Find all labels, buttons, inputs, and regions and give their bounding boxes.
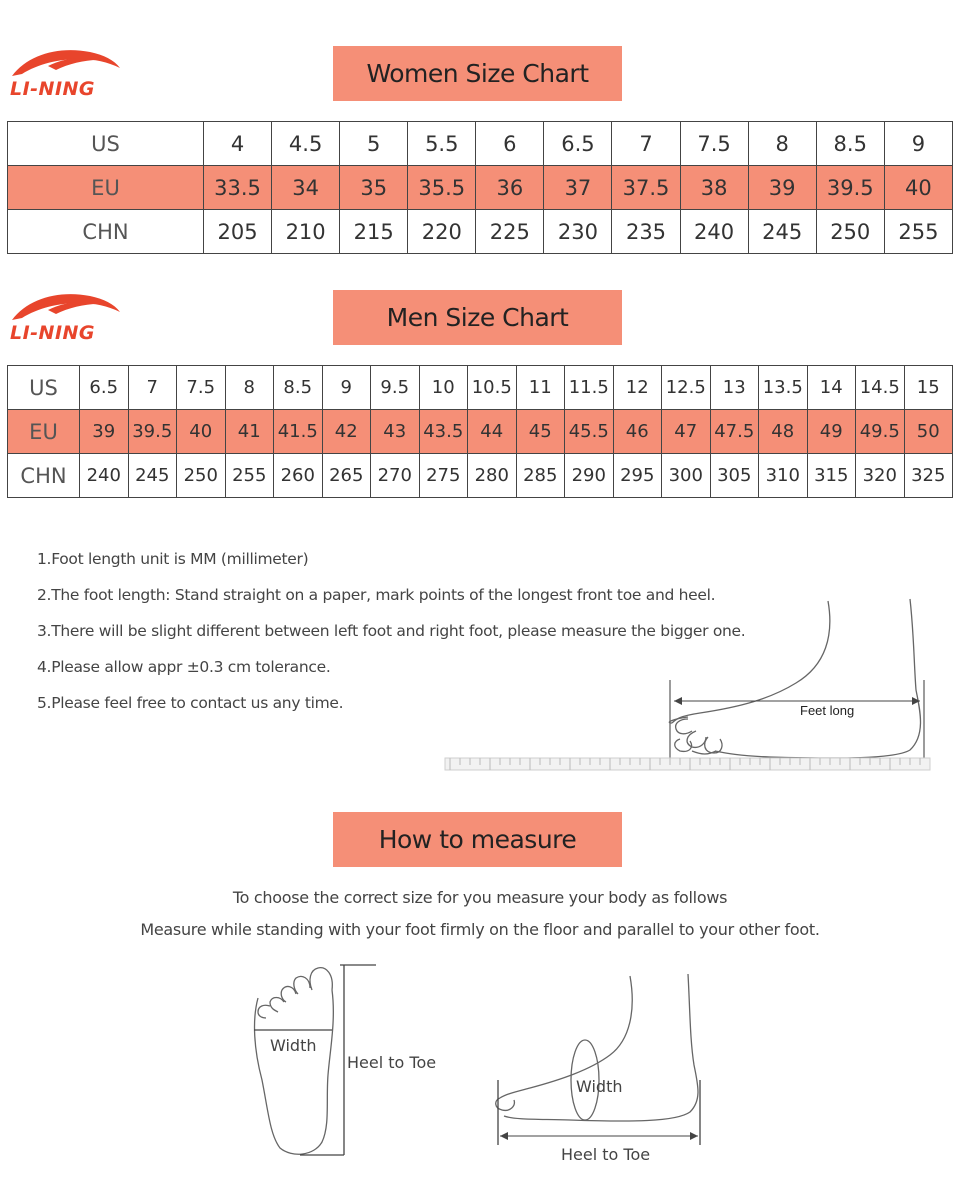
women-chn-cell: 215: [340, 210, 408, 254]
men-us-cell: 15: [904, 366, 953, 410]
men-us-cell: 12: [613, 366, 662, 410]
note-4: 4.Please allow appr ±0.3 cm tolerance.: [37, 658, 331, 676]
men-chn-cell: 245: [128, 454, 177, 498]
men-chn-cell: 300: [662, 454, 711, 498]
women-us-cell: 8.5: [816, 122, 884, 166]
note-3: 3.There will be slight different between left foot and right foot, please measure the bigger one.: [37, 622, 746, 640]
men-us-cell: 8.5: [274, 366, 323, 410]
women-eu-cell: 35: [340, 166, 408, 210]
men-chn-cell: 290: [565, 454, 614, 498]
men-chn-cell: 265: [322, 454, 371, 498]
brand-logo-women: [8, 44, 123, 104]
row-label-chn: CHN: [8, 210, 204, 254]
men-us-cell: 7: [128, 366, 177, 410]
men-eu-cell: 40: [177, 410, 226, 454]
women-us-cell: 6.5: [544, 122, 612, 166]
men-chn-cell: 280: [468, 454, 517, 498]
men-eu-cell: 41: [225, 410, 274, 454]
men-eu-cell: 39: [80, 410, 129, 454]
men-us-cell: 14.5: [856, 366, 905, 410]
women-eu-cell: 39: [748, 166, 816, 210]
women-eu-cell: 39.5: [816, 166, 884, 210]
table-row-chn: [8, 210, 953, 254]
men-us-cell: 8: [225, 366, 274, 410]
women-chn-cell: 230: [544, 210, 612, 254]
men-us-cell: 11: [516, 366, 565, 410]
women-chn-cell: 205: [204, 210, 272, 254]
women-eu-cell: 36: [476, 166, 544, 210]
row-label-us: US: [8, 122, 204, 166]
note-5: 5.Please feel free to contact us any time.: [37, 694, 344, 712]
men-eu-cell: 44: [468, 410, 517, 454]
men-eu-cell: 49.5: [856, 410, 905, 454]
sole-width-label: Width: [270, 1036, 317, 1055]
men-eu-cell: 48: [759, 410, 808, 454]
table-row-eu: [8, 166, 953, 210]
women-us-cell: 4: [204, 122, 272, 166]
table-row-us: [8, 122, 953, 166]
women-chn-cell: 220: [408, 210, 476, 254]
side-view-figure: [490, 970, 720, 1170]
note-2: 2.The foot length: Stand straight on a paper, mark points of the longest front toe and heel.: [37, 586, 716, 604]
men-chn-cell: 320: [856, 454, 905, 498]
men-eu-cell: 46: [613, 410, 662, 454]
men-us-cell: 13.5: [759, 366, 808, 410]
foot-side-icon: [490, 970, 720, 1170]
men-us-cell: 14: [807, 366, 856, 410]
men-eu-cell: 45.5: [565, 410, 614, 454]
swoosh-icon: [8, 288, 123, 324]
men-us-cell: 6.5: [80, 366, 129, 410]
men-chn-cell: 315: [807, 454, 856, 498]
women-eu-cell: 40: [884, 166, 952, 210]
men-chn-cell: 270: [371, 454, 420, 498]
men-us-cell: 12.5: [662, 366, 711, 410]
how-to-measure-title: How to measure: [333, 812, 622, 867]
men-chn-cell: 260: [274, 454, 323, 498]
men-us-cell: 10: [419, 366, 468, 410]
women-size-table: [7, 121, 953, 254]
women-chn-cell: 210: [272, 210, 340, 254]
women-eu-cell: 34: [272, 166, 340, 210]
instruction-line-2: Measure while standing with your foot firmly on the floor and parallel to your other foot.: [140, 920, 820, 939]
row-label-eu: EU: [8, 410, 80, 454]
men-chn-cell: 295: [613, 454, 662, 498]
men-chn-cell: 285: [516, 454, 565, 498]
men-eu-cell: 45: [516, 410, 565, 454]
side-width-label: Width: [576, 1077, 623, 1096]
women-us-cell: 9: [884, 122, 952, 166]
men-size-table: [7, 365, 953, 498]
sole-heel-to-toe-label: Heel to Toe: [347, 1053, 437, 1072]
women-chn-cell: 240: [680, 210, 748, 254]
men-eu-cell: 43: [371, 410, 420, 454]
women-us-cell: 7: [612, 122, 680, 166]
men-eu-cell: 43.5: [419, 410, 468, 454]
women-chn-cell: 225: [476, 210, 544, 254]
brand-logo-men: [8, 288, 123, 348]
women-eu-cell: 33.5: [204, 166, 272, 210]
men-eu-cell: 42: [322, 410, 371, 454]
men-us-cell: 13: [710, 366, 759, 410]
women-eu-cell: 35.5: [408, 166, 476, 210]
note-1: 1.Foot length unit is MM (millimeter): [37, 550, 309, 568]
row-label-chn: CHN: [8, 454, 80, 498]
foot-ruler-icon: [440, 595, 940, 785]
sole-view-figure: [240, 960, 460, 1160]
women-us-cell: 8: [748, 122, 816, 166]
women-chn-cell: 255: [884, 210, 952, 254]
men-eu-cell: 39.5: [128, 410, 177, 454]
men-chn-cell: 250: [177, 454, 226, 498]
men-eu-cell: 49: [807, 410, 856, 454]
men-chn-cell: 275: [419, 454, 468, 498]
men-chn-cell: 325: [904, 454, 953, 498]
table-row-chn: [8, 454, 953, 498]
men-us-cell: 7.5: [177, 366, 226, 410]
women-us-cell: 7.5: [680, 122, 748, 166]
women-us-cell: 6: [476, 122, 544, 166]
women-eu-cell: 37.5: [612, 166, 680, 210]
side-heel-to-toe-label: Heel to Toe: [561, 1145, 651, 1164]
women-us-cell: 4.5: [272, 122, 340, 166]
men-eu-cell: 41.5: [274, 410, 323, 454]
foot-length-illustration: [440, 595, 940, 785]
feet-long-label: Feet long: [800, 703, 855, 718]
swoosh-icon: [8, 44, 123, 80]
men-chn-cell: 240: [80, 454, 129, 498]
men-chn-cell: 255: [225, 454, 274, 498]
women-chn-cell: 245: [748, 210, 816, 254]
men-us-cell: 9: [322, 366, 371, 410]
women-chart-title: Women Size Chart: [333, 46, 622, 101]
men-us-cell: 11.5: [565, 366, 614, 410]
men-chn-cell: 310: [759, 454, 808, 498]
table-row-eu: [8, 410, 953, 454]
men-us-cell: 9.5: [371, 366, 420, 410]
women-eu-cell: 38: [680, 166, 748, 210]
men-chn-cell: 305: [710, 454, 759, 498]
women-us-cell: 5: [340, 122, 408, 166]
women-chn-cell: 235: [612, 210, 680, 254]
row-label-us: US: [8, 366, 80, 410]
table-row-us: [8, 366, 953, 410]
logo-text: LI-NING: [10, 322, 96, 344]
row-label-eu: EU: [8, 166, 204, 210]
men-eu-cell: 47.5: [710, 410, 759, 454]
men-eu-cell: 47: [662, 410, 711, 454]
women-us-cell: 5.5: [408, 122, 476, 166]
women-chn-cell: 250: [816, 210, 884, 254]
instruction-line-1: To choose the correct size for you measure your body as follows: [232, 888, 728, 907]
women-eu-cell: 37: [544, 166, 612, 210]
men-chart-title: Men Size Chart: [333, 290, 622, 345]
men-eu-cell: 50: [904, 410, 953, 454]
logo-text: LI-NING: [10, 78, 96, 100]
men-us-cell: 10.5: [468, 366, 517, 410]
